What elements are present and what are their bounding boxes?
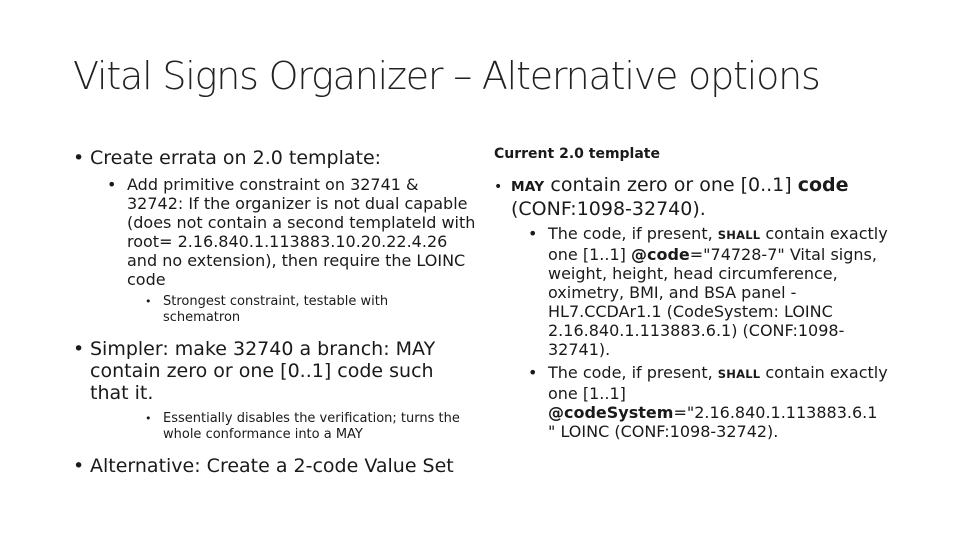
right-subbullet-codesystem (528, 363, 888, 441)
bullet-text: Alternative: Create a 2-code Value Set (90, 455, 454, 477)
bullet-text (511, 174, 874, 220)
text-fragment: ="2.16.840.1.113883.6.1 " LOINC (CONF:1098-32742). (548, 403, 878, 441)
bullet-marker: • (494, 179, 503, 195)
text-fragment: contain exactly one [1..1] (548, 363, 888, 403)
keyword-may: MAY (511, 179, 545, 195)
bullet-marker: • (73, 147, 85, 169)
text-fragment: contain zero or one [0..1] (544, 174, 798, 196)
code-element: code (797, 174, 849, 196)
left-bullet-alternative (73, 455, 454, 477)
bullet-text: Simpler: make 32740 a branch: MAY contain zero or one [0..1] code such that it. (90, 338, 436, 404)
text-fragment: (CONF:1098-32740). (511, 198, 706, 220)
bullet-text: Strongest constraint, testable with schematron (163, 294, 389, 325)
attribute-code: @code (630, 245, 690, 264)
text-fragment: ="74728-7" Vital signs, weight, height, head circumference, oximetry, BMI, and BSA panel - HL7.CCDAr1.1 (CodeSystem: LOINC 2.16.840.1.113883.6.1) (CONF:1098-32741). (548, 245, 877, 359)
slide-title: Vital Signs Organizer – Alternative options (73, 54, 820, 98)
bullet-marker: • (528, 224, 538, 243)
text-fragment: The code, if present, (548, 224, 718, 243)
right-heading: Current 2.0 template (494, 146, 660, 162)
bullet-text: Create errata on 2.0 template: (90, 147, 382, 169)
keyword-shall: SHALL (717, 228, 761, 242)
left-subsubbullet-disables (145, 411, 465, 443)
text-fragment: The code, if present, (548, 363, 718, 382)
right-subbullet-code-value (528, 224, 888, 359)
bullet-text: Add primitive constraint on 32741 & 32742: If the organizer is not dual capable (does not contain a second templateId with root= 2.16.840.1.113883.10.20.22.4.26 and no extension), then require the LOINC code (127, 175, 476, 289)
bullet-marker: • (73, 338, 85, 360)
bullet-text (548, 363, 888, 441)
attribute-codesystem: @codeSystem (548, 403, 674, 422)
bullet-text: Essentially disables the verification; turns the whole conformance into a MAY (163, 411, 460, 442)
bullet-marker: • (145, 295, 152, 308)
bullet-marker: • (145, 412, 152, 425)
left-bullet-simpler (73, 338, 463, 404)
keyword-shall: SHALL (717, 367, 761, 381)
left-subsubbullet-strongest (145, 294, 415, 326)
bullet-marker: • (528, 363, 538, 382)
left-bullet-errata (73, 147, 381, 169)
left-subbullet-primitive-constraint (107, 175, 477, 289)
bullet-marker: • (73, 455, 85, 477)
bullet-marker: • (107, 175, 117, 194)
bullet-text (548, 224, 888, 359)
text-fragment: contain exactly one [1..1] (548, 224, 888, 264)
right-bullet-may-contain (494, 174, 874, 220)
